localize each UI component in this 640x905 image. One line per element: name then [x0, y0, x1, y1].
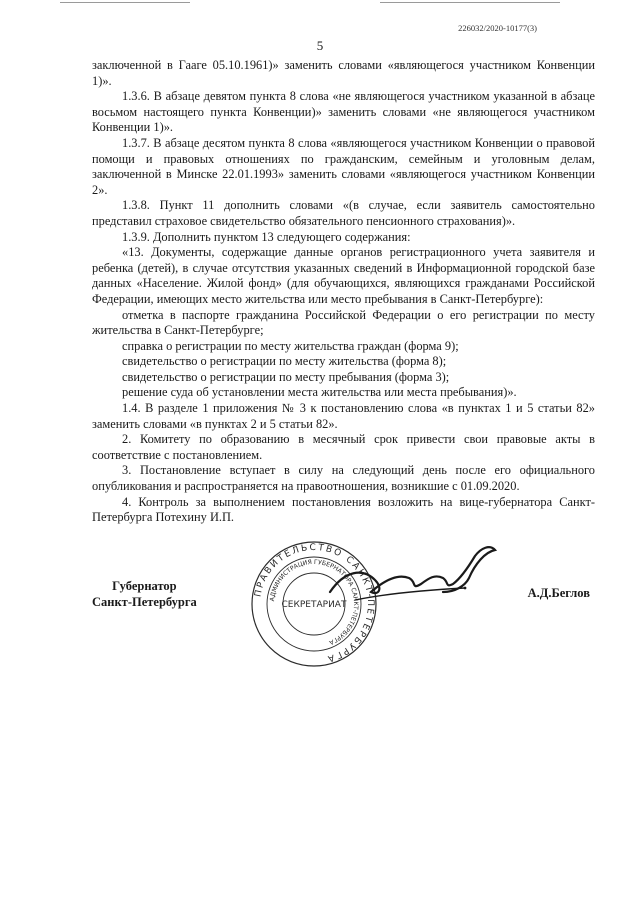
paragraph: 2. Комитету по образованию в месячный срок привести свои правовые акты в соответствие с постановлением.	[92, 432, 595, 462]
paragraph: «13. Документы, содержащие данные органов регистрационного учета заявителя и ребенка (детей), в случае отсутствия указанных сведений в Информационной городской базе данных «Население. Жилой фонд» (для обучающихся, являющихся гражданами Российской Федерации, имеющих место жительства или место пребывания в Санкт-Петербурге):	[92, 245, 595, 306]
seal-inner-text: АДМИНИСТРАЦИЯ ГУБЕРНАТОРА САНКТ-ПЕТЕРБУРГА	[269, 558, 360, 646]
scan-edge-line	[60, 2, 190, 3]
document-body	[92, 58, 595, 526]
paragraph: решение суда об установлении места жительства или места пребывания)».	[122, 385, 517, 400]
paragraph: 1.4. В разделе 1 приложения № 3 к постановлению слова «в пунктах 1 и 5 статьи 82» заменить словами «в пунктах 2 и 5 статьи 82».	[92, 401, 595, 431]
paragraph: 1.3.9. Дополнить пунктом 13 следующего содержания:	[122, 229, 411, 244]
signatory-title	[92, 578, 197, 610]
paragraph: свидетельство о регистрации по месту пребывания (форма 3);	[122, 369, 450, 384]
scan-edge-line	[380, 2, 560, 3]
paragraph: 4. Контроль за выполнением постановления возложить на вице-губернатора Санкт-Петербурга Потехину И.П.	[92, 494, 595, 525]
document-id: 226032/2020-10177(3)	[458, 23, 537, 33]
paragraph: 3. Постановление вступает в силу на следующий день после его официального опубликования и распространяется на правоотношения, возникшие с 01.09.2020.	[92, 463, 595, 494]
paragraph: 1.3.7. В абзаце десятом пункта 8 слова «являющегося участником Конвенции о правовой помощи и правовых отношениях по гражданским, семейным и уголовным делам, заключенной в Минске 22.01.1993» заменить словами «являющегося участником Конвенции 2».	[92, 135, 595, 197]
paragraph: справка о регистрации по месту жительства граждан (форма 9);	[122, 338, 459, 353]
handwritten-signature	[325, 540, 500, 610]
signatory-title-line2: Санкт-Петербурга	[92, 595, 197, 609]
paragraph: заключенной в Гааге 05.10.1961)» заменить словами «являющегося участником Конвенции 1)».	[92, 58, 595, 88]
signatory-name: А.Д.Беглов	[527, 586, 590, 600]
page-number: 5	[316, 38, 324, 53]
seal-center-text: СЕКРЕТАРИАТ	[281, 600, 347, 610]
seal-outer-text: ПРАВИТЕЛЬСТВО САНКТ-ПЕТЕРБУРГА	[253, 542, 376, 664]
paragraph: свидетельство о регистрации по месту жительства (форма 8);	[122, 354, 447, 369]
signatory-title-line1: Губернатор	[112, 579, 177, 593]
paragraph: 1.3.8. Пункт 11 дополнить словами «(в случае, если заявитель самостоятельно представил страховое свидетельство обязательного пенсионного страхования)».	[92, 198, 595, 228]
paragraph: 1.3.6. В абзаце девятом пункта 8 слова «не являющегося участником указанной в абзаце восьмом настоящего пункта Конвенции)» заменить словами «не являющегося участником Конвенции 1)».	[92, 89, 595, 135]
paragraph: отметка в паспорте гражданина Российской Федерации о его регистрации по месту жительства в Санкт-Петербурге;	[92, 307, 595, 338]
